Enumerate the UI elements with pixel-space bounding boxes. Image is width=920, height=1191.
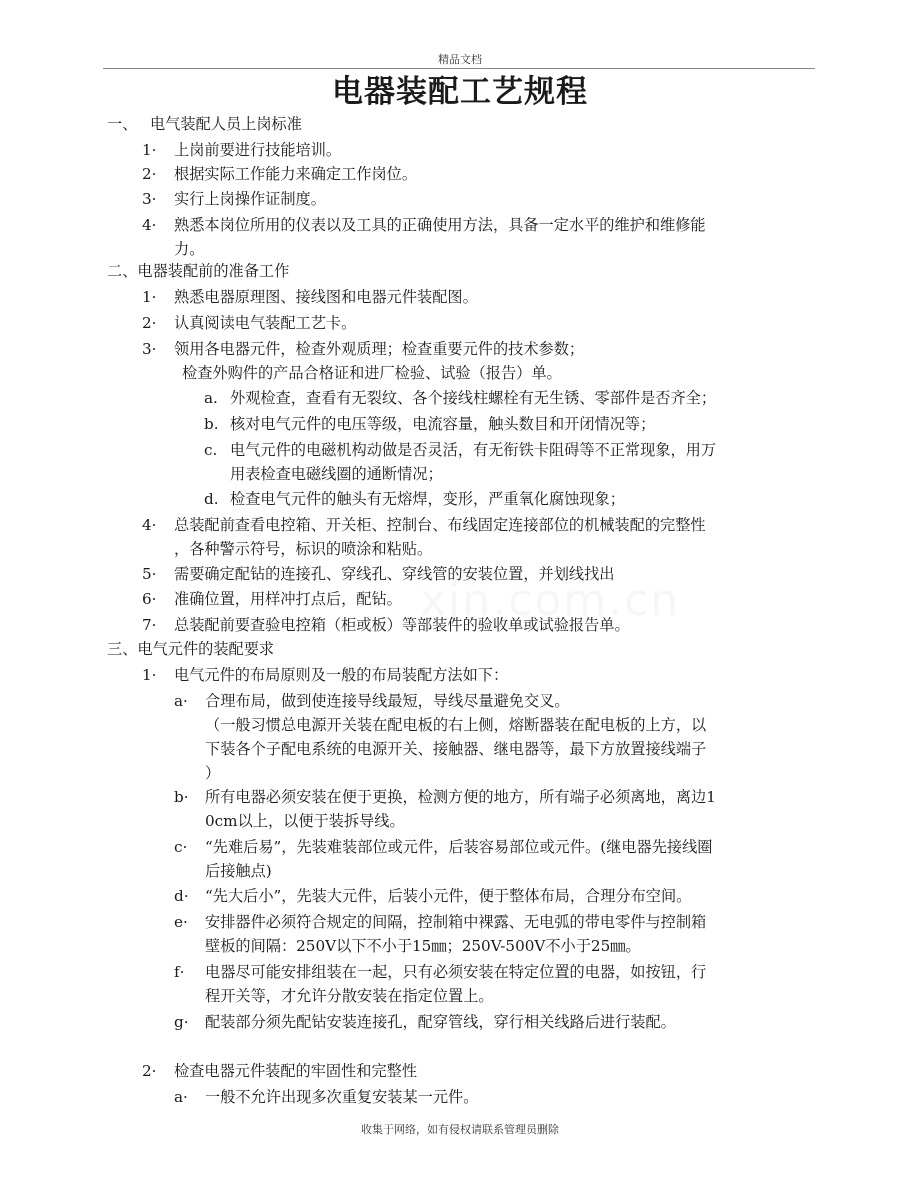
document-line: 根据实际工作能力来确定工作岗位。: [174, 165, 417, 183]
list-marker: a.: [204, 389, 218, 407]
list-marker: 2·: [142, 165, 157, 183]
list-marker: 6·: [142, 590, 157, 608]
list-marker: 2·: [142, 314, 157, 332]
list-marker: 3·: [142, 190, 157, 208]
document-line: 0cm以上，以便于装拆导线。: [205, 812, 405, 830]
list-marker: 1·: [142, 141, 157, 159]
document-line: 壁板的间隔：250V以下不小于15㎜；250V-500V不小于25㎜。: [205, 937, 641, 955]
list-marker: e·: [174, 913, 188, 931]
list-marker: a·: [174, 1088, 188, 1106]
document-line: 后接触点): [205, 862, 272, 880]
document-line: 认真阅读电气装配工艺卡。: [174, 314, 357, 332]
document-line: 总装配前查看电控箱、开关柜、控制台、布线固定连接部位的机械装配的完整性: [174, 516, 706, 534]
document-line: 力。: [174, 240, 205, 258]
document-line: ，各种警示符号，标识的喷涂和粘贴。: [174, 540, 433, 558]
header-divider: [103, 68, 815, 69]
document-line: 电器尽可能安排组装在一起，只有必须安装在特定位置的电器，如按钮，行: [205, 963, 707, 981]
document-line: 二、电器装配前的准备工作: [107, 262, 290, 280]
list-marker: 3·: [142, 340, 157, 358]
document-line: 上岗前要进行技能培训。: [174, 141, 342, 159]
document-line: 合理布局，做到使连接导线最短，导线尽量避免交叉。: [205, 692, 570, 710]
document-line: 一般不允许出现多次重复安装某一元件。: [205, 1088, 479, 1106]
document-line: 准确位置，用样冲打点后，配钻。: [174, 590, 402, 608]
list-marker: a·: [174, 692, 188, 710]
document-line: 程开关等，才允许分散安装在指定位置上。: [205, 987, 494, 1005]
document-line: 用表检查电磁线圈的通断情况；: [230, 465, 443, 483]
document-line: 安排器件必须符合规定的间隔，控制箱中裸露、无电弧的带电零件与控制箱: [205, 913, 707, 931]
document-line: 所有电器必须安装在便于更换，检测方便的地方，所有端子必须离地，离边1: [205, 788, 716, 806]
document-line: （一般习惯总电源开关装在配电板的右上侧，熔断器装在配电板的上方，以: [205, 716, 707, 734]
document-line: 电气装配人员上岗标准: [150, 115, 302, 133]
document-title: 电器装配工艺规程: [332, 74, 588, 110]
list-marker: f·: [174, 963, 185, 981]
list-marker: 7·: [142, 616, 157, 634]
page-footer: 收集于网络，如有侵权请联系管理员删除: [361, 1123, 559, 1136]
document-line: 需要确定配钻的连接孔、穿线孔、穿线管的安装位置，并划线找出: [174, 565, 615, 583]
document-line: 电气元件的电磁机构动做是否灵活，有无衔铁卡阻碍等不正常现象，用万: [230, 441, 716, 459]
list-marker: 5·: [142, 565, 157, 583]
document-line: 熟悉本岗位所用的仪表以及工具的正确使用方法，具备一定水平的维护和维修能: [174, 216, 706, 234]
list-marker: 4·: [142, 516, 157, 534]
list-marker: b·: [174, 788, 189, 806]
document-line: 熟悉电器原理图、接线图和电器元件装配图。: [174, 288, 478, 306]
list-marker: d.: [204, 490, 219, 508]
list-marker: b.: [204, 415, 219, 433]
list-marker: 1·: [142, 666, 157, 684]
document-line: 外观检查，查看有无裂纹、各个接线柱螺栓有无生锈、零部件是否齐全；: [230, 389, 716, 407]
page-header: 精品文档: [438, 53, 482, 66]
document-line: 检查外购件的产品合格证和进厂检验、试验（报告）单。: [182, 364, 562, 382]
list-marker: c·: [174, 838, 188, 856]
list-marker: 2·: [142, 1062, 157, 1080]
list-marker: 4·: [142, 216, 157, 234]
document-line: 三、电气元件的装配要求: [107, 640, 275, 658]
document-line: ）: [205, 764, 221, 782]
document-line: “先难后易”，先装难装部位或元件，后装容易部位或元件。(继电器先接线圈: [205, 838, 713, 856]
document-line: 领用各电器元件，检查外观质理；检查重要元件的技术参数；: [174, 340, 585, 358]
document-line: 实行上岗操作证制度。: [174, 190, 326, 208]
list-marker: 1·: [142, 288, 157, 306]
document-line: 下装各个子配电系统的电源开关、接触器、继电器等，最下方放置接线端子: [205, 740, 707, 758]
list-marker: 一、: [107, 115, 138, 133]
document-line: 配装部分须先配钻安装连接孔，配穿管线，穿行相关线路后进行装配。: [205, 1013, 676, 1031]
document-line: “先大后小”，先装大元件，后装小元件，便于整体布局，合理分布空间。: [205, 887, 692, 905]
list-marker: g·: [174, 1013, 189, 1031]
document-line: 核对电气元件的电压等级，电流容量，触头数目和开闭情况等；: [230, 415, 656, 433]
list-marker: d·: [174, 887, 189, 905]
list-marker: c.: [204, 441, 218, 459]
document-line: 电气元件的布局原则及一般的布局装配方法如下：: [174, 666, 509, 684]
document-line: 检查电气元件的触头有无熔焊，变形，严重氧化腐蚀现象；: [230, 490, 625, 508]
document-line: 总装配前要查验电控箱（柜或板）等部装件的验收单或试验报告单。: [174, 616, 630, 634]
document-line: 检查电器元件装配的牢固性和完整性: [174, 1062, 417, 1080]
